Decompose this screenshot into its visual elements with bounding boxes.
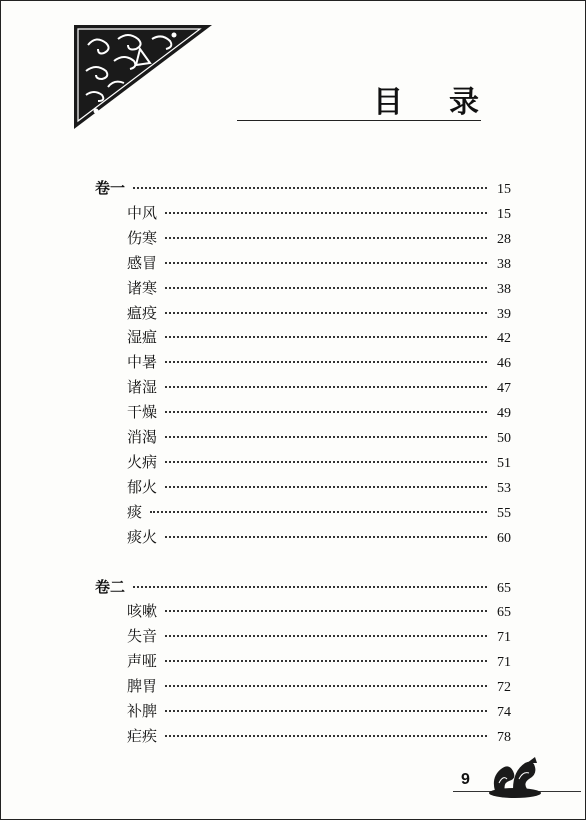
dot-leader	[165, 610, 487, 612]
toc-label: 卷二	[95, 577, 126, 596]
toc-entry-row	[127, 202, 511, 222]
dot-leader	[165, 262, 487, 264]
dot-leader	[165, 685, 487, 687]
toc-entry-row	[127, 600, 511, 620]
toc-label: 疟疾	[127, 726, 158, 745]
toc-label: 声哑	[127, 652, 158, 671]
toc-label: 脾胃	[127, 677, 158, 696]
page-number: 9	[461, 771, 470, 788]
toc-page-number: 71	[497, 630, 511, 646]
dot-leader	[165, 361, 487, 363]
toc-entry-row	[127, 277, 511, 297]
toc-page-number: 53	[497, 480, 511, 496]
toc-page-number: 15	[497, 206, 511, 222]
toc-entry-row	[127, 725, 511, 745]
toc-page-number: 42	[497, 331, 511, 347]
toc-volume-row	[95, 576, 511, 596]
dot-leader	[133, 187, 487, 189]
dot-leader	[165, 710, 487, 712]
toc-page-number: 65	[497, 605, 511, 621]
page-title: 目录	[373, 85, 525, 120]
toc-page-number: 65	[497, 580, 511, 596]
toc-page-number: 74	[497, 705, 511, 720]
toc-page-number: 72	[497, 680, 511, 696]
toc-entry-row	[127, 650, 511, 670]
toc-page-number: 47	[497, 381, 511, 397]
toc-label: 痰火	[127, 527, 158, 546]
dot-leader	[165, 660, 487, 662]
toc-entry-row	[127, 351, 511, 371]
toc-page-number: 38	[497, 281, 511, 297]
toc-entry-row	[127, 675, 511, 695]
toc-entry-row	[127, 476, 511, 496]
toc-label: 郁火	[127, 477, 158, 496]
toc-entry-row	[127, 401, 511, 421]
toc-entry-row	[127, 526, 511, 546]
toc-label: 卷一	[95, 179, 126, 197]
toc-entry-row	[127, 501, 511, 521]
toc-label: 诸湿	[127, 378, 158, 397]
toc-label: 感冒	[127, 253, 158, 272]
toc-entry-row	[127, 700, 511, 720]
toc-entry-row	[127, 252, 511, 272]
dot-leader	[133, 586, 487, 588]
toc-label: 干燥	[127, 403, 158, 422]
dot-leader	[165, 536, 487, 538]
dot-leader	[165, 735, 487, 737]
title-underline	[237, 120, 481, 121]
toc-page-number: 51	[497, 455, 511, 471]
dot-leader	[165, 486, 487, 488]
toc-page-number: 60	[497, 530, 511, 546]
dot-leader	[165, 386, 487, 388]
toc-page-number: 38	[497, 256, 511, 272]
toc-page-number: 78	[497, 729, 511, 745]
dot-leader	[165, 212, 487, 214]
dot-leader	[165, 237, 487, 239]
toc-page-number: 46	[497, 356, 511, 372]
toc-label: 痰	[127, 502, 143, 521]
toc-label: 失音	[127, 627, 158, 646]
toc-label: 诸寒	[127, 278, 158, 297]
dot-leader	[165, 635, 487, 637]
toc-page-number: 15	[497, 182, 511, 197]
toc-label: 中暑	[127, 353, 158, 372]
toc-page-number: 39	[497, 306, 511, 322]
toc-page-number: 55	[497, 505, 511, 521]
toc-page-number: 28	[497, 231, 511, 247]
toc-entry-row	[127, 376, 511, 396]
toc-label: 湿瘟	[127, 328, 158, 347]
toc-page-number: 49	[497, 406, 511, 422]
toc-entry-row	[127, 326, 511, 346]
toc-volume-row	[95, 177, 511, 197]
toc-label: 补脾	[127, 702, 158, 720]
toc-page-number: 71	[497, 655, 511, 671]
toc-entry-row	[127, 227, 511, 247]
toc-label: 消渴	[127, 428, 158, 446]
toc-page-number: 50	[497, 431, 511, 446]
toc-entry-row	[127, 625, 511, 645]
toc-entry-row	[127, 451, 511, 471]
dot-leader	[150, 511, 487, 513]
dot-leader	[165, 411, 487, 413]
toc-entry-row	[127, 302, 511, 322]
toc-label: 伤寒	[127, 228, 158, 247]
toc-label: 瘟疫	[127, 303, 158, 322]
toc-label: 中风	[127, 203, 158, 222]
toc-label: 咳嗽	[127, 602, 158, 621]
dragon-ornament	[485, 753, 545, 801]
dot-leader	[165, 436, 487, 438]
dot-leader	[165, 312, 487, 314]
dot-leader	[165, 461, 487, 463]
cloud-corner-ornament	[74, 25, 212, 129]
dot-leader	[165, 336, 487, 338]
toc-label: 火病	[127, 452, 158, 471]
dot-leader	[165, 287, 487, 289]
toc-entry-row	[127, 426, 511, 446]
